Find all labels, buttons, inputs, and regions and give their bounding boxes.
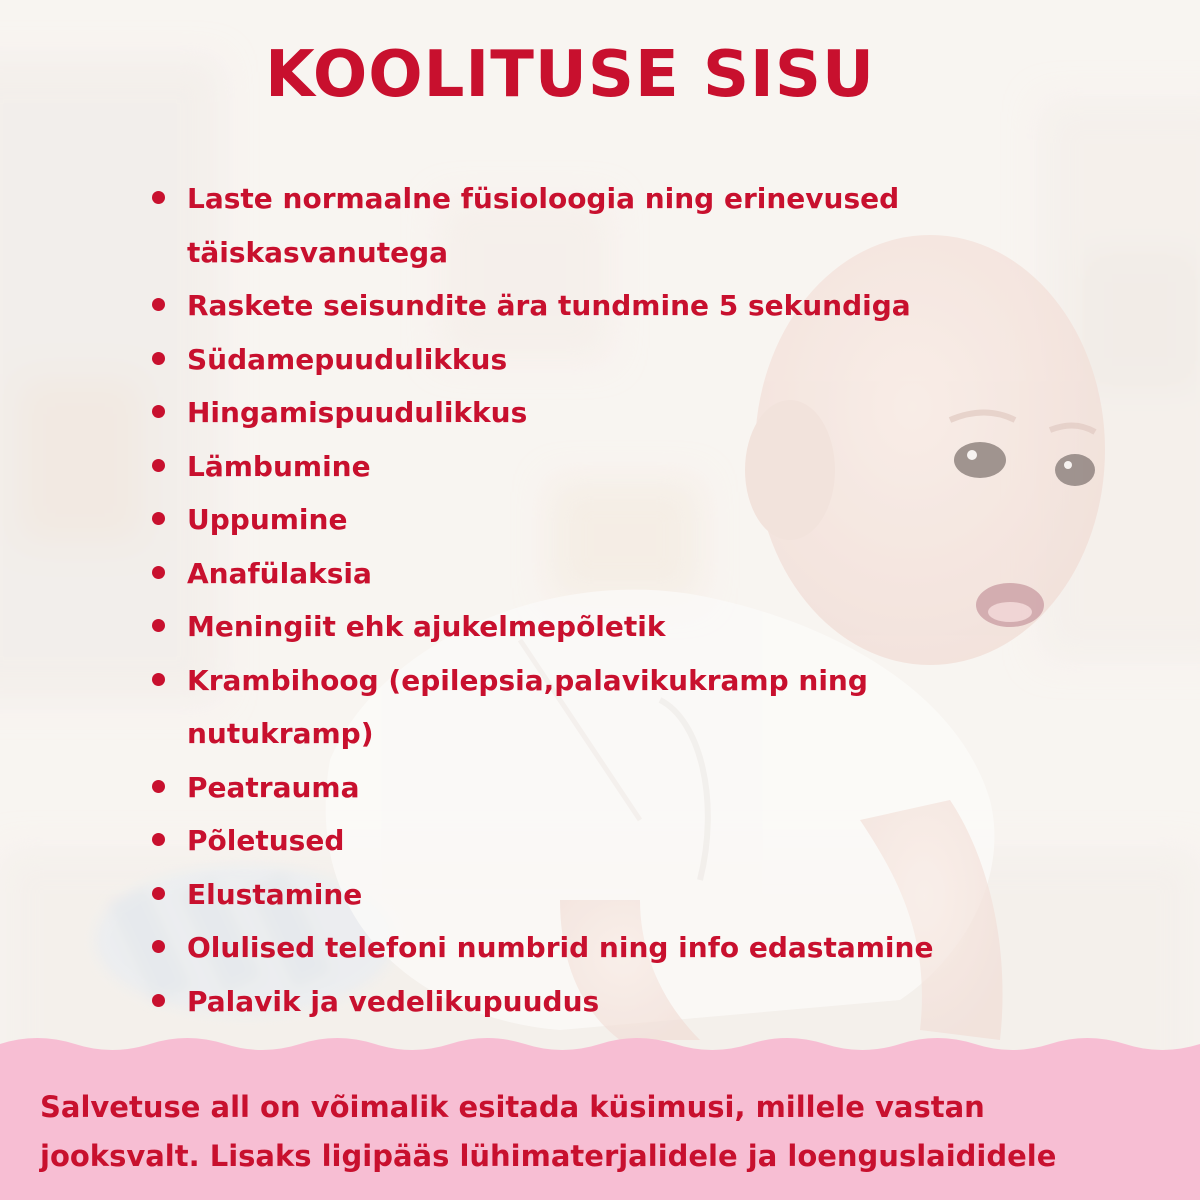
bullet-icon — [152, 298, 165, 311]
topic-text: Hingamispuudulikkus — [187, 396, 528, 429]
topic-text: nutukramp) — [187, 717, 374, 750]
topic-item — [150, 493, 1050, 547]
footer-line: jooksvalt. Lisaks ligipääs lühimaterjalidele ja loenguslaididele — [40, 1139, 1057, 1173]
topic-item — [150, 975, 1050, 1029]
bullet-icon — [152, 619, 165, 632]
topic-item — [150, 333, 1050, 387]
bullet-icon — [152, 566, 165, 579]
topic-item — [150, 386, 1050, 440]
bullet-icon — [152, 833, 165, 846]
topic-item — [150, 600, 1050, 654]
topic-item — [150, 547, 1050, 601]
topic-text: Uppumine — [187, 503, 348, 536]
topic-item — [150, 172, 1050, 279]
footer-text — [40, 1083, 1160, 1181]
topic-text: Raskete seisundite ära tundmine 5 sekundiga — [187, 289, 911, 322]
topic-item — [150, 279, 1050, 333]
bullet-icon — [152, 352, 165, 365]
bullet-icon — [152, 994, 165, 1007]
topic-text: Südamepuudulikkus — [187, 342, 508, 376]
topic-text: täiskasvanutega — [187, 235, 449, 269]
topic-text: Palavik ja vedelikupuudus — [187, 984, 600, 1018]
topic-item — [150, 868, 1050, 922]
topic-text: Peatrauma — [187, 770, 360, 804]
topic-text: Krambihoog (epilepsia,palavikukramp ning — [187, 663, 868, 697]
topic-text: Elustamine — [187, 877, 363, 911]
topic-text: Anafülaksia — [187, 556, 372, 590]
bullet-icon — [152, 940, 165, 953]
topic-text: Põletused — [187, 824, 345, 857]
topic-list — [150, 172, 1050, 1028]
topic-item — [150, 761, 1050, 815]
bullet-icon — [152, 405, 165, 418]
bullet-icon — [152, 780, 165, 793]
topic-item — [150, 814, 1050, 868]
topic-item — [150, 654, 1050, 761]
bullet-icon — [152, 673, 165, 686]
bullet-icon — [152, 887, 165, 900]
topic-text: Olulised telefoni numbrid ning info edastamine — [187, 931, 934, 964]
topic-text: Laste normaalne füsioloogia ning erinevused — [187, 182, 900, 215]
topic-item — [150, 921, 1050, 975]
bullet-icon — [152, 512, 165, 525]
bullet-icon — [152, 459, 165, 472]
topic-item — [150, 440, 1050, 494]
topic-text: Lämbumine — [187, 449, 371, 483]
bullet-icon — [152, 191, 165, 204]
topic-text: Meningiit ehk ajukelmepõletik — [187, 610, 666, 643]
page-title: KOOLITUSE SISU — [265, 38, 875, 112]
footer-line: Salvetuse all on võimalik esitada küsimusi, millele vastan — [40, 1090, 985, 1124]
